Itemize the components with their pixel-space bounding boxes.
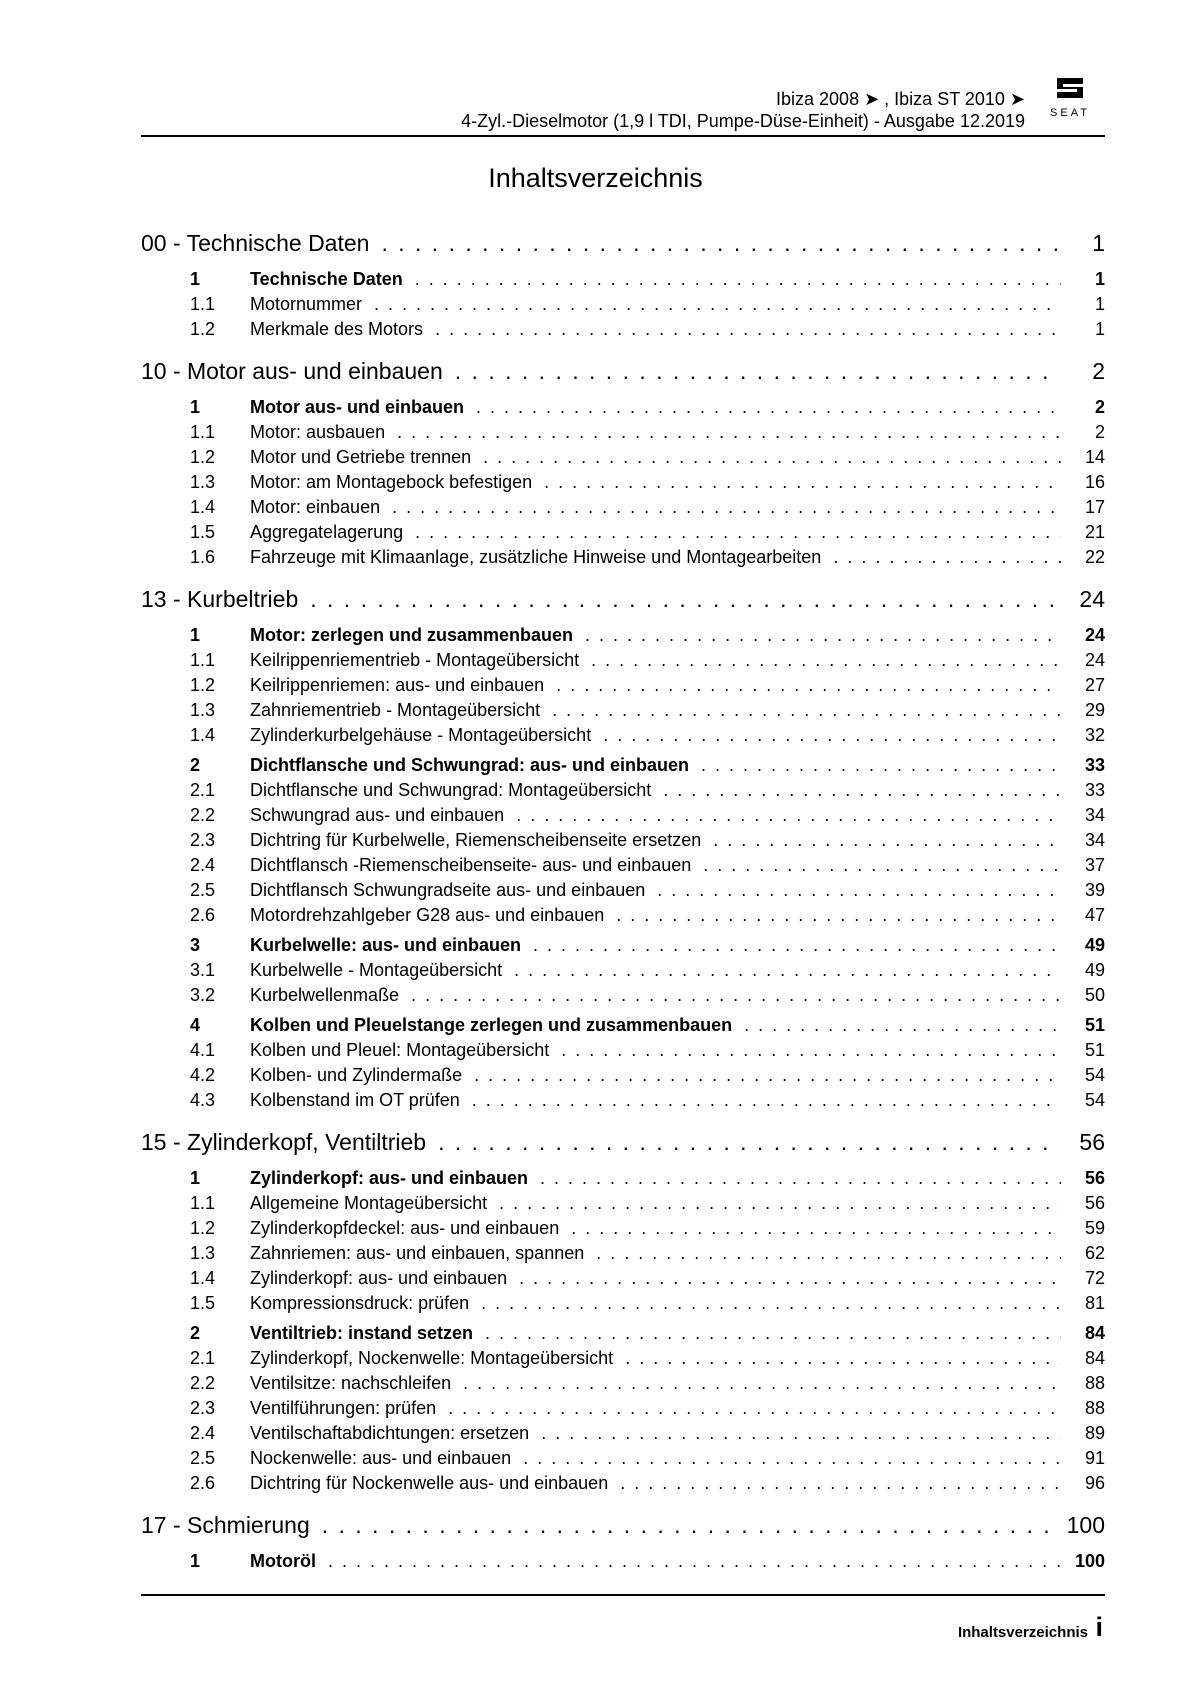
dot-leader <box>519 1268 1061 1289</box>
dot-leader <box>483 447 1061 468</box>
entry-number: 4.2 <box>190 1065 216 1085</box>
dot-leader <box>474 1065 1061 1086</box>
chapter-title: 13 - Kurbeltrieb <box>141 586 299 612</box>
entry-title: Zahnriemen: aus- und einbauen, spannen <box>250 1243 585 1263</box>
dot-leader <box>571 1218 1061 1239</box>
entry-number: 1 <box>190 269 201 289</box>
dot-leader <box>516 805 1061 826</box>
entry-title: Motor und Getriebe trennen <box>250 447 472 467</box>
entry-number: 2.5 <box>190 1448 216 1468</box>
toc-subsection-row[interactable] <box>141 1243 1105 1268</box>
entry-title: Kolben und Pleuel: Montageübersicht <box>250 1040 550 1060</box>
dot-leader <box>663 780 1061 801</box>
entry-page-number: 2 <box>1094 422 1105 442</box>
entry-page-number: 54 <box>1084 1090 1105 1110</box>
entry-page-number: 49 <box>1084 960 1105 980</box>
entry-number: 1.3 <box>190 700 216 720</box>
entry-number: 4.1 <box>190 1040 216 1060</box>
toc-subsection-row[interactable] <box>141 1423 1105 1448</box>
toc-subsection-row[interactable] <box>141 805 1105 830</box>
entry-page-number: 37 <box>1084 855 1105 875</box>
toc-chapter-row[interactable] <box>141 358 1105 392</box>
entry-page-number: 72 <box>1084 1268 1105 1288</box>
entry-number: 2 <box>190 755 201 775</box>
entry-page-number: 96 <box>1084 1473 1105 1493</box>
entry-page-number: 49 <box>1084 935 1105 955</box>
entry-title: Zylinderkopfdeckel: aus- und einbauen <box>250 1218 560 1238</box>
toc-section-row[interactable] <box>141 935 1105 960</box>
entry-page-number: 1 <box>1094 319 1105 339</box>
entry-title: Motordrehzahlgeber G28 aus- und einbauen <box>250 905 605 925</box>
toc-subsection-row[interactable] <box>141 855 1105 880</box>
dot-leader <box>397 422 1061 443</box>
entry-page-number: 17 <box>1084 497 1105 517</box>
entry-title: Ventiltrieb: instand setzen <box>250 1323 474 1343</box>
toc-subsection-row[interactable] <box>141 1293 1105 1318</box>
entry-page-number: 51 <box>1084 1015 1105 1035</box>
entry-number: 2.2 <box>190 805 216 825</box>
page-header <box>141 76 1105 138</box>
entry-number: 1.3 <box>190 1243 216 1263</box>
toc-subsection-row[interactable] <box>141 830 1105 855</box>
entry-number: 1.3 <box>190 472 216 492</box>
dot-leader <box>561 1040 1061 1061</box>
toc-subsection-row[interactable] <box>141 905 1105 930</box>
toc-subsection-row[interactable] <box>141 725 1105 750</box>
dot-leader <box>415 269 1061 290</box>
toc-section-row[interactable] <box>141 1168 1105 1193</box>
entry-number: 1 <box>190 397 201 417</box>
dot-leader <box>603 725 1061 746</box>
dot-leader <box>374 294 1061 315</box>
header-engine-line: 4-Zyl.-Dieselmotor (1,9 l TDI, Pumpe-Düse-Einheit) - Ausgabe 12.2019 <box>461 111 1025 131</box>
entry-title: Motor: einbauen <box>250 497 381 517</box>
chapter-title: 00 - Technische Daten <box>141 230 370 256</box>
dot-leader <box>523 1448 1061 1469</box>
entry-title: Dichtring für Nockenwelle aus- und einbauen <box>250 1473 609 1493</box>
entry-page-number: 62 <box>1084 1243 1105 1263</box>
chapter-title: 15 - Zylinderkopf, Ventiltrieb <box>141 1129 427 1155</box>
entry-page-number: 34 <box>1084 830 1105 850</box>
entry-title: Kompressionsdruck: prüfen <box>250 1293 470 1313</box>
entry-page-number: 54 <box>1084 1065 1105 1085</box>
entry-number: 2.6 <box>190 905 216 925</box>
entry-page-number: 21 <box>1084 522 1105 542</box>
header-text <box>461 88 1025 132</box>
entry-page-number: 39 <box>1084 880 1105 900</box>
entry-title: Motor: zerlegen und zusammenbauen <box>250 625 574 645</box>
toc-subsection-row[interactable] <box>141 1268 1105 1293</box>
toc-subsection-row[interactable] <box>141 522 1105 547</box>
entry-page-number: 32 <box>1084 725 1105 745</box>
entry-page-number: 14 <box>1084 447 1105 467</box>
entry-number: 1.2 <box>190 675 216 695</box>
entry-number: 2.4 <box>190 1423 216 1443</box>
toc-section-row[interactable] <box>141 269 1105 294</box>
dot-leader <box>514 960 1061 981</box>
header-vehicle-line: Ibiza 2008 ➤ , Ibiza ST 2010 ➤ <box>776 89 1025 109</box>
page-title: Inhaltsverzeichnis <box>488 163 703 193</box>
entry-page-number: 89 <box>1084 1423 1105 1443</box>
footer-page-number: i <box>1095 1612 1103 1642</box>
dot-leader <box>657 880 1061 901</box>
entry-title: Motor: am Montagebock befestigen <box>250 472 533 492</box>
entry-title: Motor aus- und einbauen <box>250 397 464 417</box>
chapter-page-number: 2 <box>1092 358 1105 384</box>
toc-subsection-row[interactable] <box>141 880 1105 905</box>
chapter-page-number: 24 <box>1079 586 1105 612</box>
toc-subsection-row[interactable] <box>141 1373 1105 1398</box>
entry-number: 2.5 <box>190 880 216 900</box>
dot-leader <box>481 1293 1061 1314</box>
entry-title: Kurbelwelle: aus- und einbauen <box>250 935 522 955</box>
entry-title: Zylinderkopf, Nockenwelle: Montageübersicht <box>250 1348 614 1368</box>
entry-title: Fahrzeuge mit Klimaanlage, zusätzliche Hinweise und Montagearbeiten <box>250 547 822 567</box>
entry-page-number: 16 <box>1084 472 1105 492</box>
dot-leader <box>463 1373 1061 1394</box>
entry-title: Nockenwelle: aus- und einbauen <box>250 1448 512 1468</box>
dot-leader <box>485 1323 1061 1344</box>
dot-leader <box>533 935 1061 956</box>
entry-title: Ventilsitze: nachschleifen <box>250 1373 452 1393</box>
entry-title: Motor: ausbauen <box>250 422 386 442</box>
toc-subsection-row[interactable] <box>141 319 1105 344</box>
entry-title: Kolben- und Zylindermaße <box>250 1065 463 1085</box>
entry-title: Dichtflansch Schwungradseite aus- und einbauen <box>250 880 646 900</box>
toc-section-row[interactable] <box>141 1323 1105 1348</box>
entry-page-number: 33 <box>1084 755 1105 775</box>
dot-leader <box>438 1129 1061 1156</box>
entry-page-number: 56 <box>1084 1168 1105 1188</box>
dot-leader <box>556 675 1061 696</box>
entry-number: 2.1 <box>190 780 216 800</box>
dot-leader <box>540 1168 1061 1189</box>
entry-number: 2.6 <box>190 1473 216 1493</box>
toc-subsection-row[interactable] <box>141 1348 1105 1373</box>
entry-number: 2.1 <box>190 1348 216 1368</box>
entry-title: Zylinderkopf: aus- und einbauen <box>250 1268 508 1288</box>
toc-chapter-row[interactable] <box>141 1129 1105 1163</box>
entry-number: 2.2 <box>190 1373 216 1393</box>
dot-leader <box>701 755 1061 776</box>
entry-number: 1.1 <box>190 294 216 314</box>
footer-label: Inhaltsverzeichnis <box>957 1624 1088 1641</box>
entry-number: 2.3 <box>190 830 216 850</box>
toc-subsection-row[interactable] <box>141 780 1105 805</box>
entry-number: 1.2 <box>190 447 216 467</box>
entry-number: 1.4 <box>190 1268 216 1288</box>
entry-title: Kolbenstand im OT prüfen <box>250 1090 460 1110</box>
dot-leader <box>744 1015 1061 1036</box>
entry-title: Kurbelwellenmaße <box>250 985 400 1005</box>
dot-leader <box>544 472 1061 493</box>
entry-title: Ventilschaftabdichtungen: ersetzen <box>250 1423 530 1443</box>
entry-number: 3.1 <box>190 960 216 980</box>
toc-section-row[interactable] <box>141 755 1105 780</box>
chapter-page-number: 1 <box>1092 230 1105 256</box>
entry-number: 3 <box>190 935 201 955</box>
entry-title: Keilrippenriementrieb - Montageübersicht <box>250 650 580 670</box>
chapter-page-number: 56 <box>1079 1129 1105 1155</box>
entry-number: 1.2 <box>190 319 216 339</box>
entry-number: 3.2 <box>190 985 216 1005</box>
entry-page-number: 29 <box>1084 700 1105 720</box>
entry-page-number: 47 <box>1084 905 1105 925</box>
dot-leader <box>625 1348 1061 1369</box>
entry-number: 1.1 <box>190 422 216 442</box>
entry-page-number: 56 <box>1084 1193 1105 1213</box>
entry-page-number: 34 <box>1084 805 1105 825</box>
entry-page-number: 59 <box>1084 1218 1105 1238</box>
entry-number: 1 <box>190 1551 201 1571</box>
entry-title: Allgemeine Montageübersicht <box>250 1193 488 1213</box>
entry-title: Motornummer <box>250 294 363 314</box>
dot-leader <box>476 397 1061 418</box>
seat-logo <box>1043 76 1097 120</box>
entry-number: 1.5 <box>190 1293 216 1313</box>
entry-title: Dichtflansche und Schwungrad: Montageübersicht <box>250 780 652 800</box>
dot-leader <box>310 586 1061 613</box>
entry-page-number: 88 <box>1084 1373 1105 1393</box>
dot-leader <box>585 625 1061 646</box>
entry-page-number: 1 <box>1094 294 1105 314</box>
entry-number: 1.6 <box>190 547 216 567</box>
entry-page-number: 22 <box>1084 547 1105 567</box>
entry-number: 1.2 <box>190 1218 216 1238</box>
dot-leader <box>472 1090 1061 1111</box>
entry-page-number: 81 <box>1084 1293 1105 1313</box>
dot-leader <box>392 497 1061 518</box>
entry-page-number: 50 <box>1084 985 1105 1005</box>
entry-title: Zylinderkopf: aus- und einbauen <box>250 1168 529 1188</box>
dot-leader <box>455 358 1061 385</box>
logo-text: SEAT <box>1050 107 1090 119</box>
toc-subsection-row[interactable] <box>141 447 1105 472</box>
dot-leader <box>552 700 1061 721</box>
entry-page-number: 84 <box>1084 1348 1105 1368</box>
entry-title: Kolben und Pleuelstange zerlegen und zusammenbauen <box>250 1015 733 1035</box>
chapter-page-number: 100 <box>1066 1512 1105 1538</box>
entry-number: 1.4 <box>190 725 216 745</box>
dot-leader <box>415 522 1061 543</box>
entry-page-number: 24 <box>1084 650 1105 670</box>
dot-leader <box>833 547 1061 568</box>
toc-subsection-row[interactable] <box>141 1193 1105 1218</box>
toc-section-row[interactable] <box>141 1551 1105 1576</box>
toc-subsection-row[interactable] <box>141 422 1105 447</box>
entry-page-number: 91 <box>1084 1448 1105 1468</box>
entry-title: Dichtflansche und Schwungrad: aus- und einbauen <box>250 755 690 775</box>
entry-page-number: 24 <box>1084 625 1105 645</box>
entry-number: 2.4 <box>190 855 216 875</box>
toc-subsection-row[interactable] <box>141 1090 1105 1115</box>
toc-subsection-row[interactable] <box>141 675 1105 700</box>
dot-leader <box>541 1423 1061 1444</box>
entry-number: 1 <box>190 1168 201 1188</box>
entry-title: Merkmale des Motors <box>250 319 424 339</box>
entry-title: Zylinderkurbelgehäuse - Montageübersicht <box>250 725 592 745</box>
entry-page-number: 84 <box>1084 1323 1105 1343</box>
toc-subsection-row[interactable] <box>141 1218 1105 1243</box>
toc-subsection-row[interactable] <box>141 497 1105 522</box>
entry-title: Technische Daten <box>250 269 403 289</box>
entry-title: Motoröl <box>250 1551 316 1571</box>
entry-page-number: 51 <box>1084 1040 1105 1060</box>
header-divider <box>141 135 1105 137</box>
entry-title: Ventilführungen: prüfen <box>250 1398 437 1418</box>
toc-subsection-row[interactable] <box>141 1040 1105 1065</box>
entry-title: Dichtflansch -Riemenscheibenseite- aus- und einbauen <box>250 855 692 875</box>
dot-leader <box>435 319 1061 340</box>
toc-subsection-row[interactable] <box>141 1398 1105 1423</box>
chapter-title: 17 - Schmierung <box>141 1512 310 1538</box>
dot-leader <box>616 905 1061 926</box>
entry-page-number: 33 <box>1084 780 1105 800</box>
dot-leader <box>499 1193 1061 1214</box>
toc-subsection-row[interactable] <box>141 700 1105 725</box>
toc-section-row[interactable] <box>141 1015 1105 1040</box>
toc-subsection-row[interactable] <box>141 1473 1105 1498</box>
entry-title: Kurbelwelle - Montageübersicht <box>250 960 503 980</box>
dot-leader <box>448 1398 1061 1419</box>
toc-section-row[interactable] <box>141 625 1105 650</box>
toc-section-row[interactable] <box>141 397 1105 422</box>
entry-number: 1.5 <box>190 522 216 542</box>
entry-page-number: 2 <box>1094 397 1105 417</box>
entry-number: 4.3 <box>190 1090 216 1110</box>
dot-leader <box>381 230 1061 257</box>
toc-subsection-row[interactable] <box>141 985 1105 1010</box>
entry-number: 2.3 <box>190 1398 216 1418</box>
toc-subsection-row[interactable] <box>141 960 1105 985</box>
footer-divider <box>141 1594 1105 1596</box>
entry-title: Keilrippenriemen: aus- und einbauen <box>250 675 545 695</box>
entry-page-number: 27 <box>1084 675 1105 695</box>
entry-title: Dichtring für Kurbelwelle, Riemenscheibenseite ersetzen <box>250 830 702 850</box>
entry-page-number: 100 <box>1074 1551 1105 1571</box>
toc-subsection-row[interactable] <box>141 1448 1105 1473</box>
dot-leader <box>596 1243 1061 1264</box>
chapter-title: 10 - Motor aus- und einbauen <box>141 358 443 384</box>
entry-number: 2 <box>190 1323 201 1343</box>
toc-subsection-row[interactable] <box>141 1065 1105 1090</box>
entry-number: 1.1 <box>190 650 216 670</box>
toc-chapter-row[interactable] <box>141 230 1105 264</box>
entry-number: 1.4 <box>190 497 216 517</box>
dot-leader <box>591 650 1061 671</box>
toc-subsection-row[interactable] <box>141 472 1105 497</box>
entry-number: 1 <box>190 625 201 645</box>
toc-chapter-row[interactable] <box>141 1512 1105 1546</box>
entry-title: Aggregatelagerung <box>250 522 404 542</box>
entry-number: 4 <box>190 1015 201 1035</box>
entry-page-number: 1 <box>1094 269 1105 289</box>
dot-leader <box>328 1551 1061 1572</box>
dot-leader <box>713 830 1061 851</box>
dot-leader <box>703 855 1061 876</box>
entry-number: 1.1 <box>190 1193 216 1213</box>
entry-page-number: 88 <box>1084 1398 1105 1418</box>
entry-title: Zahnriementrieb - Montageübersicht <box>250 700 541 720</box>
toc-subsection-row[interactable] <box>141 294 1105 319</box>
toc-chapter-row[interactable] <box>141 586 1105 620</box>
toc-subsection-row[interactable] <box>141 547 1105 572</box>
dot-leader <box>322 1512 1053 1539</box>
entry-title: Schwungrad aus- und einbauen <box>250 805 505 825</box>
toc-subsection-row[interactable] <box>141 650 1105 675</box>
dot-leader <box>620 1473 1061 1494</box>
table-of-contents <box>141 230 1105 1576</box>
dot-leader <box>411 985 1061 1006</box>
